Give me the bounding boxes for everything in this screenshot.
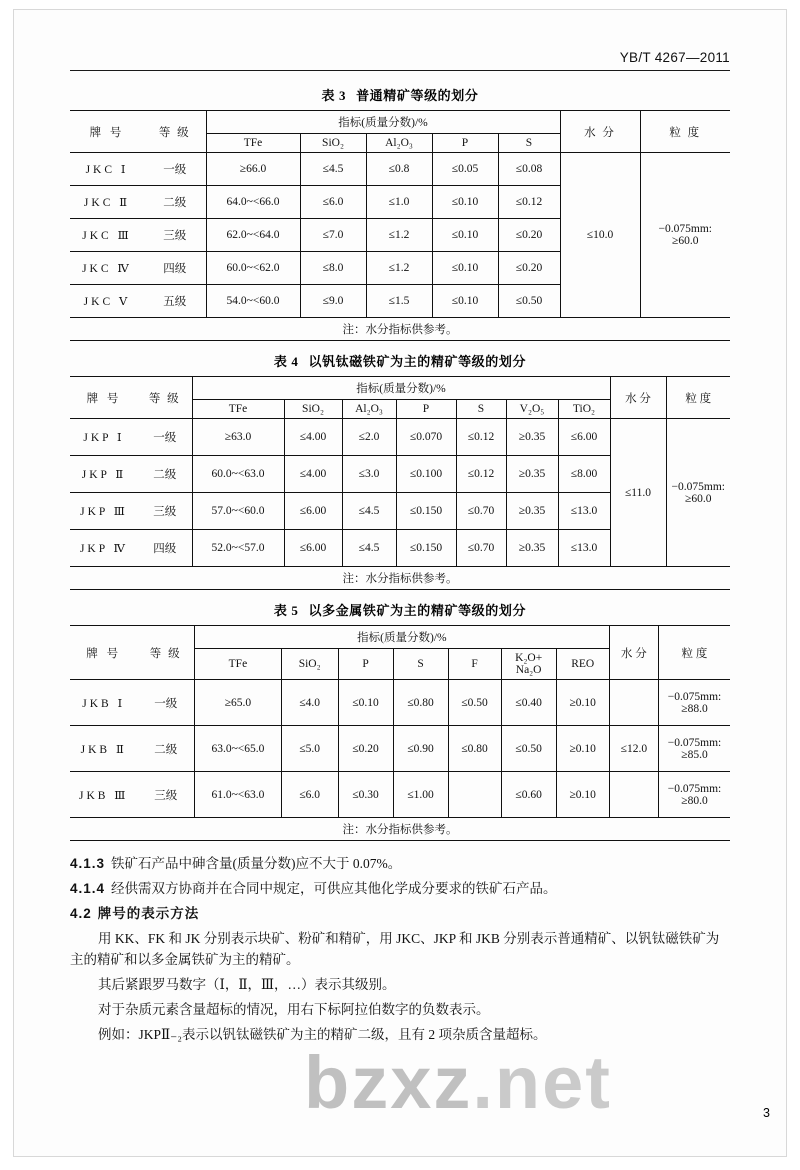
- table5-r1-p: ≤0.10: [338, 680, 393, 726]
- table4-r2-p: ≤0.100: [396, 456, 456, 493]
- paragraph-4: 例如：JKPⅡ₋₂表示以钒钛磁铁矿为主的精矿二级，且有 2 项杂质含量超标。: [98, 1027, 547, 1043]
- table4-th-tio2: TiO₂: [558, 400, 610, 419]
- table3-r2-brand: JKC Ⅱ: [70, 186, 144, 219]
- table4-r1-sio2: ≤4.00: [284, 419, 342, 456]
- table4-r3-grade: 三级: [138, 493, 192, 530]
- table3-th-brand: 牌 号: [70, 111, 144, 153]
- page-content: [70, 50, 730, 1049]
- table5-r3-s: ≤1.00: [393, 772, 448, 818]
- table4-note-row: [70, 567, 730, 590]
- table4-r2-sio2: ≤4.00: [284, 456, 342, 493]
- table3-r1-al2o3: ≤0.8: [366, 153, 432, 186]
- table5-r2-sio2: ≤5.0: [281, 726, 338, 772]
- table3-r1-tfe: ≥66.0: [206, 153, 300, 186]
- table3-r4-grade: 四级: [144, 252, 206, 285]
- table3-r5-al2o3: ≤1.5: [366, 285, 432, 318]
- clause-4-2: [70, 903, 730, 925]
- table3-th-granularity: 粒 度: [640, 111, 730, 153]
- table4-r1-p: ≤0.070: [396, 419, 456, 456]
- table5-caption: [70, 600, 730, 619]
- table3-wrap: [70, 110, 730, 341]
- table4-r3-s: ≤0.70: [456, 493, 506, 530]
- table3-th-tfe: TFe: [206, 134, 300, 153]
- table3-r4-al2o3: ≤1.2: [366, 252, 432, 285]
- table4-r4-brand: JKP Ⅳ: [70, 530, 138, 567]
- table4-r2-tfe: 60.0~<63.0: [192, 456, 284, 493]
- table5-r3-gran-line2: ≥80.0: [681, 794, 708, 807]
- table4-r3-tio2: ≤13.0: [558, 493, 610, 530]
- table4-th-s: S: [456, 400, 506, 419]
- table5-r1-grade: 一级: [137, 680, 194, 726]
- table3-th-s: S: [498, 134, 560, 153]
- table5-r3-sio2: ≤6.0: [281, 772, 338, 818]
- table5-r1-gran-line2: ≥88.0: [681, 702, 708, 715]
- table5-r1-brand: JKB Ⅰ: [70, 680, 137, 726]
- table5-wrap: [70, 625, 730, 841]
- table4-granularity-line1: −0.075mm:: [671, 480, 725, 493]
- table4-r2-v2o5: ≥0.35: [506, 456, 558, 493]
- table3-granularity-value: [640, 153, 730, 318]
- table3-r1-brand: JKC Ⅰ: [70, 153, 144, 186]
- table5-r1-kna: ≤0.40: [501, 680, 556, 726]
- table5-r1-s: ≤0.80: [393, 680, 448, 726]
- table4-r2-brand: JKP Ⅱ: [70, 456, 138, 493]
- table5-r2-reo: ≥0.10: [556, 726, 609, 772]
- table4-caption-number: 表 4: [273, 354, 299, 369]
- table3-caption: [70, 85, 730, 104]
- table5-r1-tfe: ≥65.0: [195, 680, 282, 726]
- table3-r1-p: ≤0.05: [432, 153, 498, 186]
- page-header: [70, 50, 730, 67]
- table4-r4-grade: 四级: [138, 530, 192, 567]
- table5-r2-f: ≤0.80: [448, 726, 501, 772]
- table5-note: 注：水分指标供参考。: [342, 824, 458, 836]
- table4-r2-al2o3: ≤3.0: [342, 456, 396, 493]
- clause-4-1-3-text: 铁矿石产品中砷含量(质量分数)应不大于 0.07%。: [111, 856, 402, 871]
- header-divider: [70, 70, 730, 71]
- table4-r1-v2o5: ≥0.35: [506, 419, 558, 456]
- clause-4-1-3: [70, 853, 730, 875]
- table4-r4-p: ≤0.150: [396, 530, 456, 567]
- table3-r3-tfe: 62.0~<64.0: [206, 219, 300, 252]
- standard-code: YB/T 4267—2011: [619, 50, 730, 65]
- table4-r1-tio2: ≤6.00: [558, 419, 610, 456]
- table3-th-p: P: [432, 134, 498, 153]
- table3-r4-s: ≤0.20: [498, 252, 560, 285]
- page-number: 3: [763, 1106, 770, 1120]
- clause-4-1-3-number: 4.1.3: [70, 856, 106, 871]
- table3-r2-sio2: ≤6.0: [300, 186, 366, 219]
- table5-r2-gran-line2: ≥85.0: [681, 748, 708, 761]
- table3-r4-sio2: ≤8.0: [300, 252, 366, 285]
- table3-th-moisture: 水 分: [560, 111, 640, 153]
- table3-r3-al2o3: ≤1.2: [366, 219, 432, 252]
- table4-th-indicator: 指标(质量分数)/%: [192, 377, 610, 400]
- table5-r3-kna: ≤0.60: [501, 772, 556, 818]
- table3-r1-s: ≤0.08: [498, 153, 560, 186]
- table3-r3-grade: 三级: [144, 219, 206, 252]
- table5-th-moisture: 水 分: [609, 626, 658, 680]
- table3-r3-s: ≤0.20: [498, 219, 560, 252]
- clause-4-1-4-text: 经供需双方协商并在合同中规定，可供应其他化学成分要求的铁矿石产品。: [111, 880, 557, 896]
- table4-r2-tio2: ≤8.00: [558, 456, 610, 493]
- table5-th-s: S: [393, 649, 448, 680]
- table3-r3-sio2: ≤7.0: [300, 219, 366, 252]
- table3-note-row: [70, 318, 730, 341]
- table3-th-al2o3: Al₂O₃: [366, 134, 432, 153]
- table5-th-f: F: [448, 649, 501, 680]
- table5-r2-s: ≤0.90: [393, 726, 448, 772]
- table3-caption-title: 普通精矿等级的划分: [356, 88, 479, 103]
- table5-th-k2o-na2o: [501, 649, 556, 680]
- table4-note: 注：水分指标供参考。: [342, 573, 458, 585]
- table5-th-sio2: SiO₂: [281, 649, 338, 680]
- table3-r2-p: ≤0.10: [432, 186, 498, 219]
- table4-th-sio2: SiO₂: [284, 400, 342, 419]
- table4-r4-tio2: ≤13.0: [558, 530, 610, 567]
- table4-moisture-value: ≤11.0: [610, 419, 666, 567]
- table3-caption-number: 表 3: [321, 88, 347, 103]
- table5-r2-moisture: ≤12.0: [609, 726, 658, 772]
- table-5: [70, 626, 730, 840]
- table3-th-grade: 等 级: [144, 111, 206, 153]
- table3-granularity-line2: ≥60.0: [672, 235, 699, 247]
- table3-r5-tfe: 54.0~<60.0: [206, 285, 300, 318]
- table5-r1-moisture: [609, 680, 658, 726]
- table5-r2-gran-line1: −0.075mm:: [667, 736, 722, 749]
- table5-th-k2o-line1: K₂O+: [515, 652, 543, 664]
- table3-r4-brand: JKC Ⅳ: [70, 252, 144, 285]
- table5-note-row: [70, 818, 730, 841]
- table3-r2-grade: 二级: [144, 186, 206, 219]
- table5-r3-p: ≤0.30: [338, 772, 393, 818]
- table5-th-p: P: [338, 649, 393, 680]
- table5-r3-reo: ≥0.10: [556, 772, 609, 818]
- table5-th-indicator: 指标(质量分数)/%: [195, 626, 610, 649]
- table4-th-p: P: [396, 400, 456, 419]
- table3-r5-sio2: ≤9.0: [300, 285, 366, 318]
- table-row: [70, 419, 730, 456]
- table4-r4-sio2: ≤6.00: [284, 530, 342, 567]
- table3-granularity-line1: −0.075mm:: [658, 223, 712, 235]
- table3-r3-brand: JKC Ⅲ: [70, 219, 144, 252]
- table-row: [70, 153, 730, 186]
- table5-r3-brand: JKB Ⅲ: [70, 772, 137, 818]
- table5-r3-f: [448, 772, 501, 818]
- table-4: [70, 377, 730, 589]
- watermark-part2: .net: [472, 1041, 612, 1124]
- paragraph-3: 对于杂质元素含量超标的情况，用右下标阿拉伯数字的负数表示。: [98, 1002, 490, 1018]
- table4-r3-al2o3: ≤4.5: [342, 493, 396, 530]
- table3-r1-grade: 一级: [144, 153, 206, 186]
- table5-r2-tfe: 63.0~<65.0: [195, 726, 282, 772]
- table4-caption: [70, 351, 730, 370]
- table5-th-grade: 等 级: [137, 626, 194, 680]
- table4-r4-s: ≤0.70: [456, 530, 506, 567]
- table4-r4-al2o3: ≤4.5: [342, 530, 396, 567]
- clause-4-1-4-number: 4.1.4: [70, 880, 106, 896]
- table3-r2-al2o3: ≤1.0: [366, 186, 432, 219]
- table3-r2-tfe: 64.0~<66.0: [206, 186, 300, 219]
- table4-header-row-1: [70, 377, 730, 400]
- clause-4-1-4: [70, 878, 730, 900]
- table-row: [70, 772, 730, 818]
- table3-r4-tfe: 60.0~<62.0: [206, 252, 300, 285]
- watermark-part1: bzxz: [304, 1041, 473, 1124]
- table5-r1-reo: ≥0.10: [556, 680, 609, 726]
- table5-th-reo: REO: [556, 649, 609, 680]
- table5-r2-grade: 二级: [137, 726, 194, 772]
- table5-r2-kna: ≤0.50: [501, 726, 556, 772]
- table4-th-grade: 等 级: [138, 377, 192, 419]
- table4-r4-tfe: 52.0~<57.0: [192, 530, 284, 567]
- table4-th-granularity: 粒 度: [666, 377, 730, 419]
- table5-th-tfe: TFe: [195, 649, 282, 680]
- page-sheet: [14, 10, 786, 1156]
- table4-r1-s: ≤0.12: [456, 419, 506, 456]
- table3-r5-brand: JKC Ⅴ: [70, 285, 144, 318]
- body-text: [70, 853, 730, 1046]
- table-row: [70, 680, 730, 726]
- table4-r3-brand: JKP Ⅲ: [70, 493, 138, 530]
- table4-r3-p: ≤0.150: [396, 493, 456, 530]
- table4-granularity-line2: ≥60.0: [685, 492, 712, 505]
- table5-r3-grade: 三级: [137, 772, 194, 818]
- table4-r2-s: ≤0.12: [456, 456, 506, 493]
- table5-r2-granularity: [658, 726, 730, 772]
- table3-note: 注：水分指标供参考。: [342, 324, 458, 336]
- table5-r1-gran-line1: −0.075mm:: [667, 690, 722, 703]
- table5-r1-granularity: [658, 680, 730, 726]
- table5-caption-number: 表 5: [273, 603, 299, 618]
- table3-r5-grade: 五级: [144, 285, 206, 318]
- table-row: [70, 726, 730, 772]
- table3-r5-p: ≤0.10: [432, 285, 498, 318]
- table4-r2-grade: 二级: [138, 456, 192, 493]
- table4-r4-v2o5: ≥0.35: [506, 530, 558, 567]
- table5-header-row-1: [70, 626, 730, 649]
- table4-r3-sio2: ≤6.00: [284, 493, 342, 530]
- table3-th-indicator: 指标(质量分数)/%: [206, 111, 560, 134]
- table5-th-granularity: 粒 度: [658, 626, 730, 680]
- table5-r2-p: ≤0.20: [338, 726, 393, 772]
- table4-th-brand: 牌 号: [70, 377, 138, 419]
- table3-r3-p: ≤0.10: [432, 219, 498, 252]
- clause-4-2-text: 牌号的表示方法: [97, 905, 200, 921]
- table3-moisture-value: ≤10.0: [560, 153, 640, 318]
- table4-r1-grade: 一级: [138, 419, 192, 456]
- table5-r3-moisture: [609, 772, 658, 818]
- table4-r1-tfe: ≥63.0: [192, 419, 284, 456]
- paragraph-1: 用 KK、FK 和 JK 分别表示块矿、粉矿和精矿，用 JKC、JKP 和 JKB 分别表示普通精矿、以钒钛磁铁矿为主的精矿和以多金属铁矿为主的精矿。: [70, 930, 720, 968]
- table4-caption-title: 以钒钛磁铁矿为主的精矿等级的划分: [308, 354, 527, 369]
- table5-r2-brand: JKB Ⅱ: [70, 726, 137, 772]
- paragraph-2: 其后紧跟罗马数字（Ⅰ，Ⅱ，Ⅲ，…）表示其级别。: [98, 977, 396, 993]
- watermark: [304, 1040, 612, 1125]
- table3-r4-p: ≤0.10: [432, 252, 498, 285]
- table3-r5-s: ≤0.50: [498, 285, 560, 318]
- table5-r3-tfe: 61.0~<63.0: [195, 772, 282, 818]
- clause-4-2-number: 4.2: [70, 905, 92, 921]
- table-3: [70, 111, 730, 340]
- table3-th-sio2: SiO₂: [300, 134, 366, 153]
- table4-r1-brand: JKP Ⅰ: [70, 419, 138, 456]
- table4-th-al2o3: Al₂O₃: [342, 400, 396, 419]
- table3-r2-s: ≤0.12: [498, 186, 560, 219]
- table3-header-row-1: [70, 111, 730, 134]
- table5-r1-sio2: ≤4.0: [281, 680, 338, 726]
- table4-r3-tfe: 57.0~<60.0: [192, 493, 284, 530]
- table5-th-k2o-line2: Na₂O: [515, 664, 542, 676]
- table3-r1-sio2: ≤4.5: [300, 153, 366, 186]
- table5-r3-gran-line1: −0.075mm:: [667, 782, 722, 795]
- table4-r1-al2o3: ≤2.0: [342, 419, 396, 456]
- table4-granularity-value: [666, 419, 730, 567]
- table4-th-moisture: 水 分: [610, 377, 666, 419]
- table4-r3-v2o5: ≥0.35: [506, 493, 558, 530]
- table4-th-v2o5: V₂O₅: [506, 400, 558, 419]
- table4-th-tfe: TFe: [192, 400, 284, 419]
- table5-th-brand: 牌 号: [70, 626, 137, 680]
- table4-wrap: [70, 376, 730, 590]
- table5-caption-title: 以多金属铁矿为主的精矿等级的划分: [308, 603, 527, 618]
- table5-r3-granularity: [658, 772, 730, 818]
- table5-r1-f: ≤0.50: [448, 680, 501, 726]
